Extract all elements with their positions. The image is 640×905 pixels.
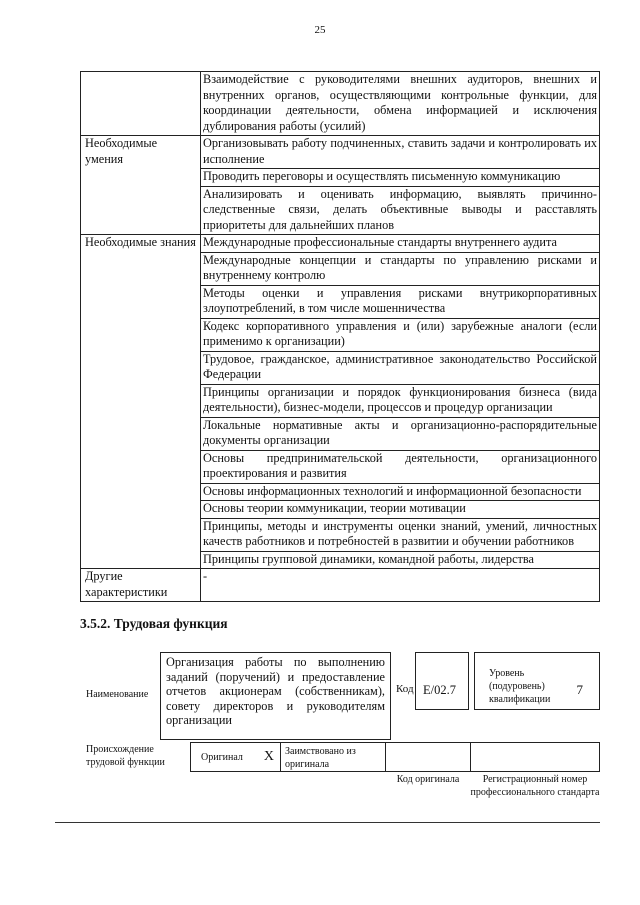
skill-item: Организовывать работу подчиненных, ставить задачи и контролировать их исполнение xyxy=(201,136,600,169)
knowledge-item: Локальные нормативные акты и организационно-распорядительные документы организации xyxy=(201,417,600,450)
requirements-table xyxy=(80,71,600,602)
row-value: Взаимодействие с руководителями внешних аудиторов, внешних и внутренних органов, осуществляющими контрольные функции, для координации деятельности, обмена информацией и исключения дублирования работы (усилий) xyxy=(201,72,600,136)
name-label: Наименование xyxy=(86,689,149,700)
level-box xyxy=(474,652,600,710)
row-label-skills: Необходимые умения xyxy=(81,136,201,235)
knowledge-item: Международные концепции и стандарты по управлению рисками и внутреннему контролю xyxy=(201,252,600,285)
table-row xyxy=(81,72,600,136)
code-original-cell xyxy=(385,742,471,772)
table-row xyxy=(81,569,600,602)
level-value: 7 xyxy=(576,682,583,697)
code-box xyxy=(415,652,469,710)
table-row xyxy=(81,235,600,253)
section-title: 3.5.2. Трудовая функция xyxy=(80,616,228,631)
original-mark: X xyxy=(263,749,274,764)
original-label: Оригинал xyxy=(201,752,243,763)
divider xyxy=(55,822,600,823)
code-original-label: Код оригинала xyxy=(396,774,460,785)
knowledge-item: Методы оценки и управления рисками внутрикорпоративных злоупотреблений, в том числе мошенничества xyxy=(201,285,600,318)
knowledge-item: Международные профессиональные стандарты внутреннего аудита xyxy=(201,235,600,253)
reg-number-label: Регистрационный номер профессионального стандарта xyxy=(470,774,600,798)
knowledge-item: Основы информационных технологий и информационной безопасности xyxy=(201,483,600,501)
skill-item: Проводить переговоры и осуществлять письменную коммуникацию xyxy=(201,169,600,187)
row-label-other: Другие характеристики xyxy=(81,569,201,602)
level-label: Уровень (подуровень) квалификации xyxy=(489,668,551,705)
code-label: Код xyxy=(396,683,414,695)
knowledge-item: Кодекс корпоративного управления и (или) зарубежные аналоги (если применимо к организации) xyxy=(201,318,600,351)
origin-label: Происхождение трудовой функции xyxy=(86,744,165,768)
knowledge-item: Принципы групповой динамики, командной работы, лидерства xyxy=(201,551,600,569)
skill-item: Анализировать и оценивать информацию, выявлять причинно-следственные связи, делать объективные выводы и расставлять приоритеты для дальнейших планов xyxy=(201,186,600,235)
row-label xyxy=(81,72,201,136)
knowledge-item: Принципы организации и порядок функционирования бизнеса (вида деятельности), бизнес-модели, процессов и процедур организации xyxy=(201,384,600,417)
borrowed-cell: Заимствовано из оригинала xyxy=(280,742,386,772)
code-value: E/02.7 xyxy=(423,683,456,697)
knowledge-item: Основы предпринимательской деятельности, организационного проектирования и развития xyxy=(201,450,600,483)
table-row xyxy=(81,136,600,169)
knowledge-item: Принципы, методы и инструменты оценки знаний, умений, личностных качеств работников и потребностей в развитии и обучении работников xyxy=(201,518,600,551)
page-number: 25 xyxy=(314,24,326,36)
knowledge-item: Основы теории коммуникации, теории мотивации xyxy=(201,501,600,519)
row-label-knowledge: Необходимые знания xyxy=(81,235,201,569)
original-cell xyxy=(190,742,281,772)
other-item: - xyxy=(201,569,600,602)
reg-number-cell xyxy=(470,742,600,772)
function-name-box: Организация работы по выполнению заданий (поручений) и предоставление отчетов акционерам (собственникам), совету директоров и руководителям организации xyxy=(160,652,391,740)
knowledge-item: Трудовое, гражданское, административное законодательство Российской Федерации xyxy=(201,351,600,384)
